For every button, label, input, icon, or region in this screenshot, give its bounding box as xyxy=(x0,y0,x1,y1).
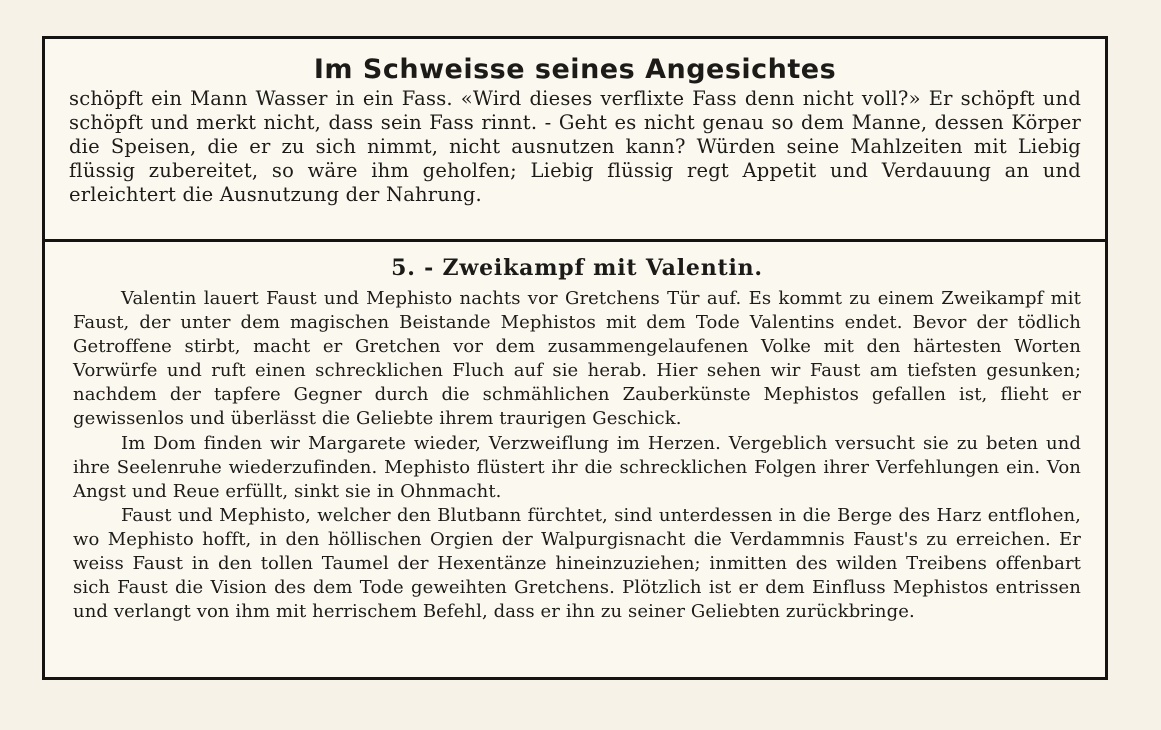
story-heading: 5. - Zweikampf mit Valentin. xyxy=(391,255,763,281)
story-paragraph-3: Faust und Mephisto, welcher den Blutbann fürchtet, sind unterdessen in die Berge des Harz entflohen, wo Mephisto hofft, in den höllischen Orgien der Walpurgisnacht die Verdammnis Faust's zu erreichen. Er weiss Faust in den tollen Taumel der Hexentänze hineinzuziehen; inmitten des wilden Treibens offenbart sich Faust die Vision des dem Tode geweihten Gretchens. Plötzlich ist er dem Einfluss Mephistos entrissen und verlangt von ihm mit herrischem Befehl, dass er ihn zu seiner Geliebten zurückbringe. xyxy=(73,504,1081,623)
advertisement-title: Im Schweisse seines Angesichtes xyxy=(313,54,837,85)
card-frame xyxy=(42,36,1108,680)
story-paragraph-2: Im Dom finden wir Margarete wieder, Verzweiflung im Herzen. Vergeblich versucht sie zu beten und ihre Seelenruhe wiederzufinden. Mephisto flüstert ihr die schrecklichen Folgen ihrer Verfehlungen ein. Von Angst und Reue erfüllt, sinkt sie in Ohnmacht. xyxy=(73,432,1081,502)
story-section xyxy=(45,242,1105,680)
advertisement-section xyxy=(45,39,1105,242)
advertisement-text: schöpft ein Mann Wasser in ein Fass. «Wird dieses verflixte Fass denn nicht voll?» Er schöpft und schöpft und merkt nicht, dass sein Fass rinnt. - Geht es nicht genau so dem Manne, dessen Körper die Speisen, die er zu sich nimmt, nicht ausnutzen kann? Würden seine Mahlzeiten mit Liebig flüssig zubereitet, so wäre ihm geholfen; Liebig flüssig regt Appetit und Verdauung an und erleichtert die Ausnutzung der Nahrung. xyxy=(69,87,1081,206)
story-paragraph-1: Valentin lauert Faust und Mephisto nachts vor Gretchens Tür auf. Es kommt zu einem Zweikampf mit Faust, der unter dem magischen Beistande Mephistos mit dem Tode Valentins endet. Bevor der tödlich Getroffene stirbt, macht er Gretchen vor dem zusammengelaufenen Volke mit den härtesten Worten Vorwürfe und ruft einen schrecklichen Fluch auf sie herab. Hier sehen wir Faust am tiefsten gesunken; nachdem der tapfere Gegner durch die schmählichen Zauberkünste Mephistos gefallen ist, flieht er gewissenlos und überlässt die Geliebte ihrem traurigen Geschick. xyxy=(73,288,1081,430)
story-body xyxy=(73,287,1081,624)
